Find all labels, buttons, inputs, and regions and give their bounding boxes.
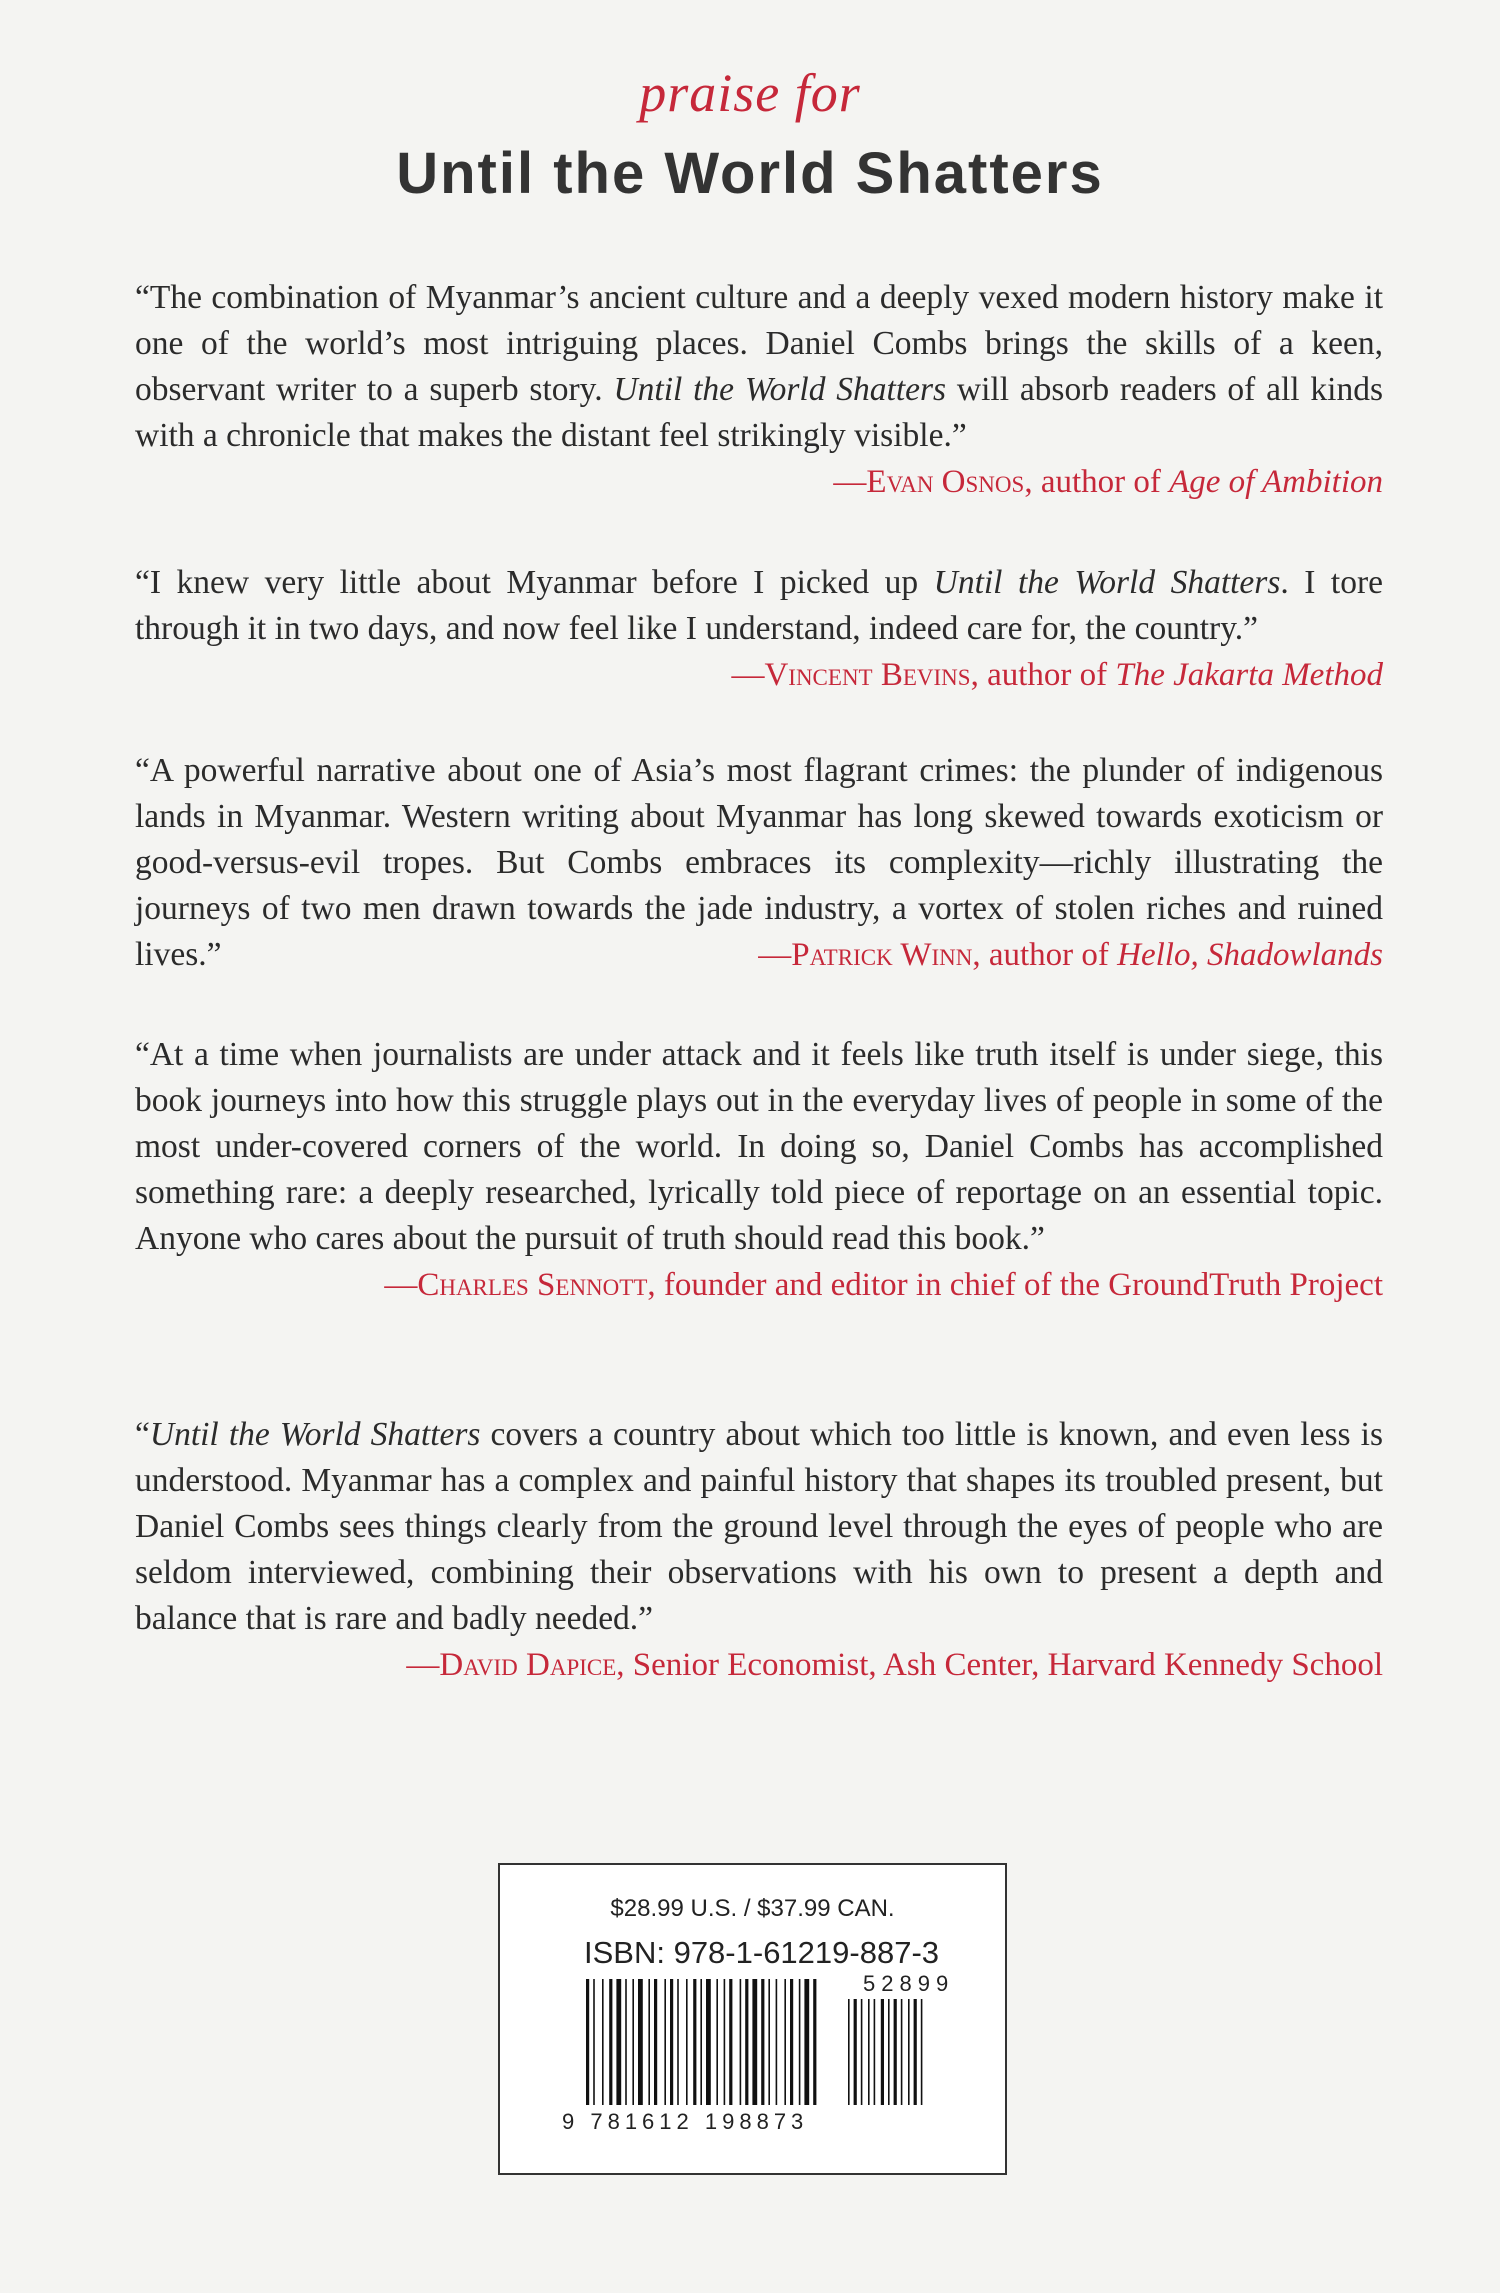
praise-for-heading: praise for <box>639 63 861 123</box>
price-code: 52899 <box>863 1971 955 1996</box>
blurb-attribution: —Vincent Bevins, author of The Jakarta Method <box>731 657 1383 693</box>
blurb-text: “The combination of Myanmar’s ancient culture and a deeply vexed modern history make it one of the world’s most intriguing places. Daniel Combs brings the skills of a keen, observant writer to a superb story. Until the World Shatters will absorb readers of all kinds with a chronicle that makes the distant feel strikingly visible.” <box>135 279 1383 454</box>
blurb-attribution: —David Dapice, Senior Economist, Ash Center, Harvard Kennedy School <box>406 1647 1383 1683</box>
blurb-text: “A powerful narrative about one of Asia’s most flagrant crimes: the plunder of indigenous lands in Myanmar. Western writing about Myanmar has long skewed towards exoticism or good-versus-evil tropes. But Combs embraces its complexity—richly illustrating the journeys of two men drawn towards the jade industry, a vortex of stolen riches and ruined lives.” —Patrick Winn, author of Hello, Shadowlands <box>135 748 1383 978</box>
blurb-text: “I knew very little about Myanmar before I picked up Until the World Shatters. I tore through it in two days, and now feel like I understand, indeed care for, the country.” <box>135 564 1383 647</box>
isbn-label: ISBN: 978-1-61219-887-3 <box>584 1935 940 1970</box>
blurb-text: “Until the World Shatters covers a country about which too little is known, and even less is understood. Myanmar has a complex and painful history that shapes its troubled present, but Daniel Combs sees things clearly from the ground level through the eyes of people who are seldom interviewed, combining their observations with his own to present a depth and balance that is rare and badly needed.” <box>135 1416 1383 1637</box>
blurb-osnos <box>135 275 1383 505</box>
book-title: Until the World Shatters <box>396 141 1104 206</box>
blurb-text: “At a time when journalists are under attack and it feels like truth itself is under siege, this book journeys into how this struggle plays out in the everyday lives of people in some of the most under-covered corners of the world. In doing so, Daniel Combs has accomplished something rare: a deeply researched, lyrically told piece of reportage on an essential topic. Anyone who cares about the pursuit of truth should read this book.” <box>135 1036 1383 1257</box>
blurb-winn <box>135 748 1383 978</box>
barcode-icon <box>586 1979 926 2109</box>
blurb-attribution: —Evan Osnos, author of Age of Ambition <box>833 464 1383 500</box>
barcode-box <box>498 1863 1007 2175</box>
blurb-attribution: —Charles Sennott, founder and editor in chief of the GroundTruth Project <box>384 1267 1383 1303</box>
blurb-dapice <box>135 1412 1383 1688</box>
price-label: $28.99 U.S. / $37.99 CAN. <box>610 1895 895 1922</box>
blurb-sennott <box>135 1032 1383 1308</box>
barcode-digits: 9 781612 198873 <box>562 2109 809 2134</box>
blurb-bevins <box>135 560 1383 698</box>
blurb-attribution: —Patrick Winn, author of Hello, Shadowlands <box>758 937 1383 973</box>
